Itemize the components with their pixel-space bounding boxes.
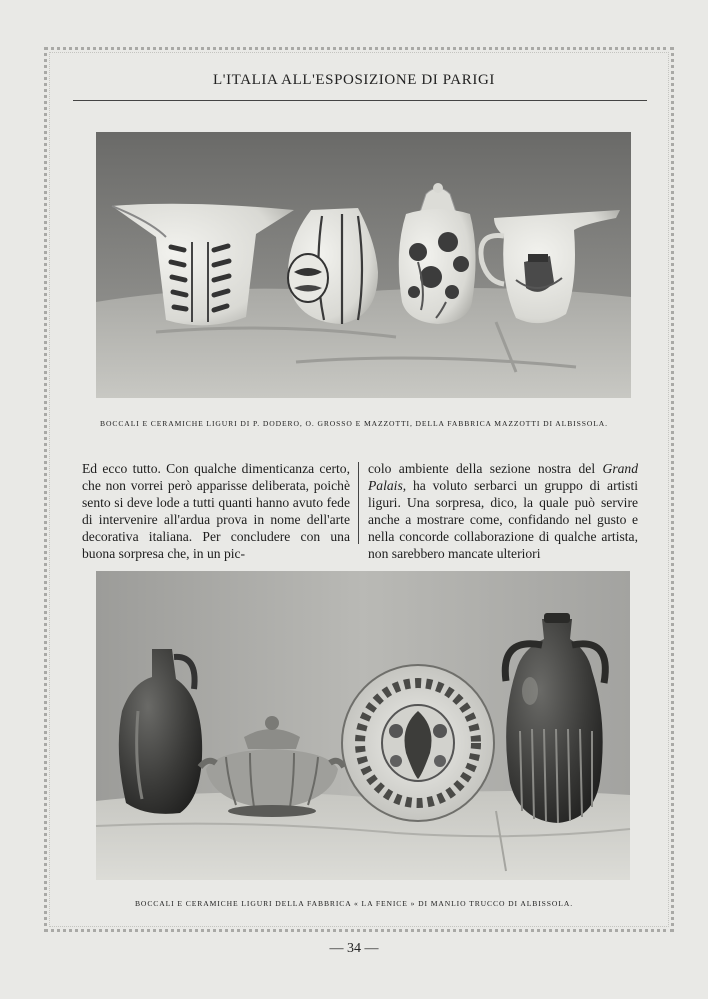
page-number: — 34 —	[329, 941, 379, 956]
running-head: L'ITALIA ALL'ESPOSIZIONE DI PARIGI	[213, 72, 495, 88]
jug-fish-stripes	[288, 208, 378, 324]
photo-la-fenice-ceramics	[96, 571, 630, 880]
paragraph-right	[368, 460, 638, 562]
text-column-left	[82, 460, 350, 561]
text-right-start: colo ambiente della sezione nostra del	[368, 461, 603, 476]
photo-ligurian-jugs	[96, 132, 631, 398]
text-right-italic: Grand Palais	[368, 461, 638, 493]
text-right-end: , ha voluto serbarci un gruppo di artisti liguri. Una sorpresa, dico, la quale può servire anche a mostrare come, confidando nel gusto e nella concorde collaborazione di qualche artista, non sarebbero mancate ulteriori	[368, 478, 638, 561]
column-rule	[358, 462, 359, 544]
decorated-plate	[342, 665, 494, 821]
caption-top: BOCCALI E CERAMICHE LIGURI DI P. DODERO, O. GROSSO E MAZZOTTI, DELLA FABBRICA MAZZOTTI DI ALBISSOLA.	[100, 419, 608, 428]
paragraph-left: Ed ecco tutto. Con qualche dimenticanza certo, che non vorrei però apparisse deliberata, poichè sento si deve lode a tutti quanti hanno avuto fede di intervenire all'ardua prova in nome dell'arte decorativa italiana. Per concludere con una buona sorpresa che, in un pic-	[82, 461, 350, 561]
text-column-right	[368, 460, 638, 561]
caption-bottom: BOCCALI E CERAMICHE LIGURI DELLA FABBRICA « LA FENICE » DI MANLIO TRUCCO DI ALBISSOLA.	[134, 899, 574, 908]
header-rule	[73, 100, 647, 101]
amphora-dark	[505, 613, 605, 823]
